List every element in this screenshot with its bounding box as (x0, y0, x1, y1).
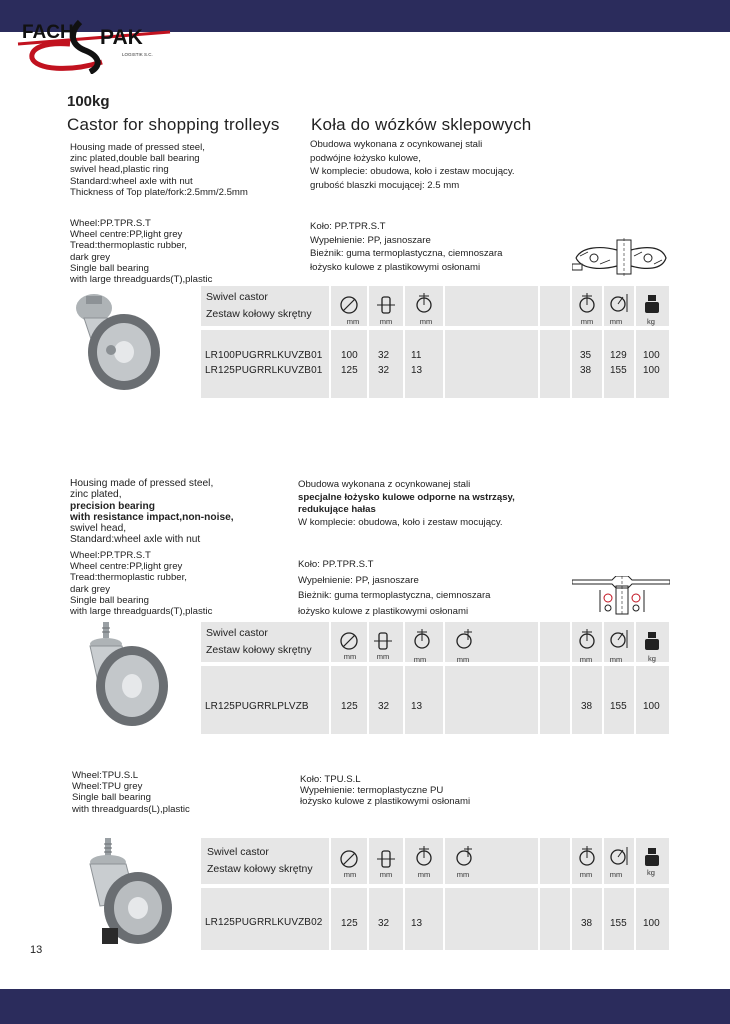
s3-load-value: 100 (643, 918, 660, 929)
swivel-radius-icon (454, 845, 476, 867)
s2-load-value: 100 (643, 701, 660, 712)
unit-mm: mm (417, 870, 431, 879)
logo-text-left: FACH (22, 22, 74, 43)
s1-offset-values: 35 38 (580, 350, 592, 376)
unit-mm: mm (413, 655, 427, 664)
wheel-diameter-icon (338, 294, 360, 316)
s2-description-pl (298, 478, 515, 529)
title-polish: Koła do wózków sklepowych (311, 115, 532, 134)
title-english: Castor for shopping trolleys (67, 115, 280, 134)
s2-description-en-bold: precision bearing with resistance impact,non-noise, (70, 500, 234, 523)
s2-castor-image (76, 620, 176, 730)
logo-tagline: LOGISTIK S.C. (122, 52, 153, 57)
unit-mm: mm (376, 652, 390, 661)
s1-diameter-values: 100 125 (341, 350, 358, 376)
hub-length-icon (413, 292, 435, 314)
unit-mm: mm (346, 317, 360, 326)
unit-mm: mm (609, 870, 623, 879)
s3-product-code: LR125PUGRRLKUVZB02 (205, 917, 323, 928)
wheel-width-icon (375, 848, 397, 870)
s2-product-code: LR125PUGRRLPLVZB (205, 701, 309, 712)
s1-description-pl: Obudowa wykonana z ocynkowanej stali podwójne łożysko kulowe, W komplecie: obudowa, koło i zestaw mocujący. grubość blaszki mocującej: 2.5 mm (310, 139, 515, 191)
s2-description-pl-bold: specjalne łożysko kulowe odporne na wstrząsy, redukujące hałas (298, 491, 515, 515)
s3-castor-image (76, 836, 180, 948)
unit-kg: kg (647, 317, 655, 326)
unit-kg: kg (647, 868, 655, 877)
s3-wheel-en: Wheel:TPU.S.L Wheel:TPU grey Single ball bearing with threadguards(L),plastic (72, 770, 190, 815)
s2-description-pl-part1: Obudowa wykonana z ocynkowanej stali (298, 479, 471, 490)
s2-offset-value: 38 (581, 701, 593, 712)
offset-icon (576, 845, 598, 867)
s1-header-label-cell (201, 286, 329, 326)
s2-description-en-part1: Housing made of pressed steel, zinc plated, (70, 478, 214, 501)
s2-hub-value: 13 (411, 701, 423, 712)
s1-header-label: Swivel castor Zestaw kołowy skrętny (206, 291, 312, 320)
s2-diameter-value: 125 (341, 701, 358, 712)
s3-wheel-pl: Koło: TPU.S.L Wypełnienie: termoplastyczne PU łożysko kulowe z plastikowymi osłonami (300, 774, 471, 808)
unit-mm: mm (379, 870, 393, 879)
unit-mm: mm (379, 317, 393, 326)
logo-text-right: PAK (100, 26, 143, 49)
s2-header-label: Swivel castor Zestaw kołowy skrętny (206, 627, 312, 656)
offset-icon (576, 628, 598, 650)
s2-description-pl-part2: W komplecie: obudowa, koło i zestaw mocujący. (298, 516, 503, 528)
s1-height-values: 129 155 (610, 350, 627, 376)
load-capacity-heading: 100kg (67, 93, 110, 110)
s1-wheel-en: Wheel:PP.TPR.S.T Wheel centre:PP,light grey Tread:thermoplastic rubber, dark grey Single ball bearing with large threadguards(T),plastic (70, 218, 213, 286)
page-number: 13 (30, 944, 43, 956)
total-height-icon (608, 628, 630, 650)
total-height-icon (608, 845, 630, 867)
wheel-width-icon (372, 630, 394, 652)
load-weight-icon (641, 293, 663, 315)
s2-cross-section-drawing (572, 576, 670, 616)
s1-width-values: 32 32 (378, 350, 390, 376)
s3-width-value: 32 (378, 918, 390, 929)
load-weight-icon (641, 846, 663, 868)
s1-load-values: 100 100 (643, 350, 660, 376)
load-weight-icon (641, 630, 663, 652)
s2-width-value: 32 (378, 701, 390, 712)
s2-height-value: 155 (610, 701, 627, 712)
unit-mm: mm (579, 655, 593, 664)
s1-castor-image (66, 290, 166, 396)
unit-mm: mm (456, 870, 470, 879)
unit-mm: mm (343, 652, 357, 661)
s1-hub-values: 11 13 (411, 350, 423, 376)
offset-icon (576, 292, 598, 314)
swivel-radius-icon (454, 628, 476, 650)
unit-mm: mm (609, 317, 623, 326)
s3-hub-value: 13 (411, 918, 423, 929)
s3-offset-value: 38 (581, 918, 593, 929)
s3-diameter-value: 125 (341, 918, 358, 929)
unit-mm: mm (579, 870, 593, 879)
hub-length-icon (411, 628, 433, 650)
s3-header-label: Swivel castor Zestaw kołowy skrętny (207, 846, 313, 875)
hub-length-icon (413, 845, 435, 867)
unit-mm: mm (456, 655, 470, 664)
unit-mm: mm (343, 870, 357, 879)
unit-mm: mm (609, 655, 623, 664)
s1-description-en: Housing made of pressed steel, zinc plated,double ball bearing swivel head,plastic ring Standard:wheel axle with nut Thickness of Top plate/fork:2.5mm/2.5mm (70, 142, 248, 198)
wheel-diameter-icon (338, 630, 360, 652)
s2-wheel-en: Wheel:PP.TPR.S.T Wheel centre:PP,light grey Tread:thermoplastic rubber, dark grey Single ball bearing with large threadguards(T),plastic (70, 550, 213, 618)
unit-mm: mm (419, 317, 433, 326)
unit-mm: mm (580, 317, 594, 326)
total-height-icon (608, 292, 630, 314)
s1-wheel-pl: Koło: PP.TPR.S.T Wypełnienie: PP, jasnoszare Bieżnik: guma termoplastyczna, ciemnoszara łożysko kulowe z plastikowymi osłonami (310, 221, 503, 273)
bottom-bar (0, 989, 730, 1024)
s3-height-value: 155 (610, 918, 627, 929)
wheel-width-icon (375, 294, 397, 316)
s2-wheel-pl: Koło: PP.TPR.S.T Wypełnienie: PP, jasnoszare Bieżnik: guma termoplastyczna, ciemnoszara łożysko kulowe z plastikowymi osłonami (298, 559, 491, 617)
s1-cross-section-drawing (572, 238, 668, 276)
wheel-diameter-icon (338, 848, 360, 870)
fachpak-logo (10, 14, 175, 74)
s1-product-codes: LR100PUGRRLKUVZB01 LR125PUGRRLKUVZB01 (205, 350, 323, 376)
s2-description-en-part2: swivel head, Standard:wheel axle with nut (70, 523, 201, 546)
s2-description-en (70, 478, 234, 546)
unit-kg: kg (648, 654, 656, 663)
